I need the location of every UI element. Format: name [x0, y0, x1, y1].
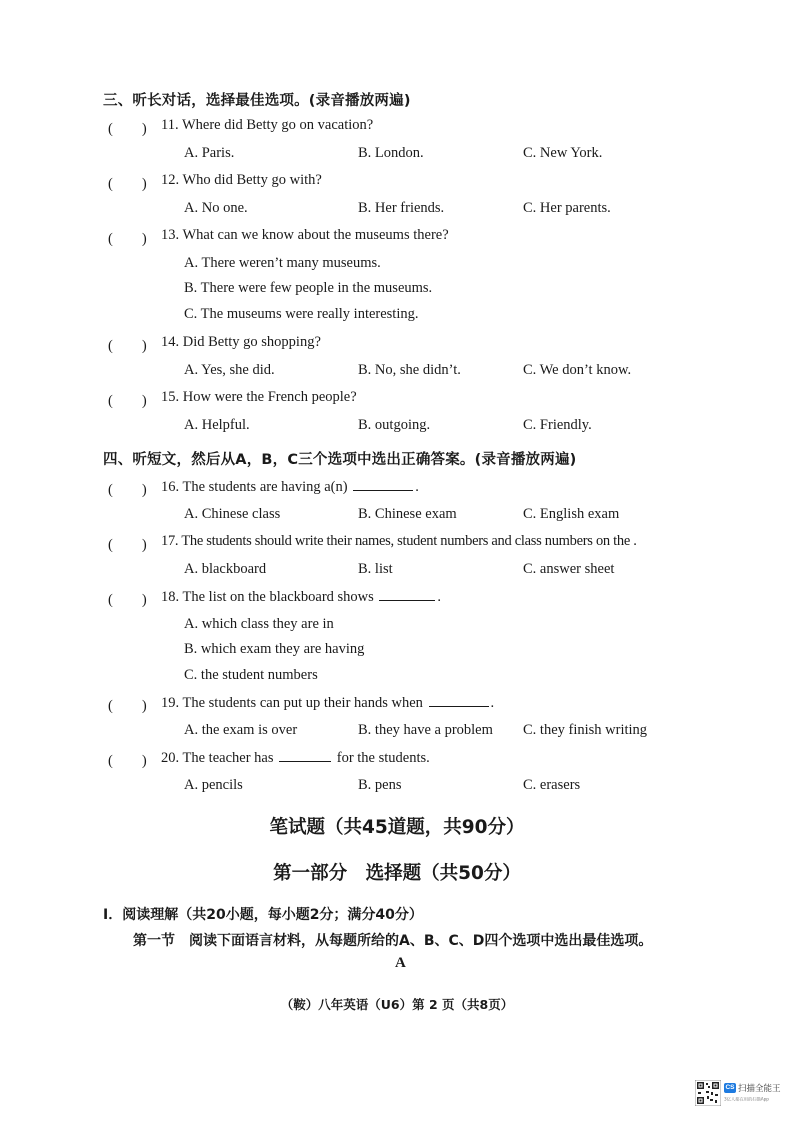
option-c[interactable]: C. the student numbers [184, 667, 318, 683]
passage-label: A [395, 955, 406, 971]
reading-heading: Ⅰ．阅读理解（共20小题，每小题2分；满分40分） [103, 907, 423, 923]
section-3-heading: 三、听长对话，选择最佳选项。(录音播放两遍) [103, 93, 411, 109]
option-b[interactable]: B. outgoing. [358, 417, 431, 433]
question-12 [161, 172, 322, 189]
section-one-label: 第一节 [133, 933, 175, 949]
question-text: The list on the blackboard shows [182, 589, 374, 605]
scanner-tagline: 3亿人都在用的扫描App [724, 1096, 770, 1102]
question-number: 18. [161, 589, 180, 605]
fill-blank[interactable] [353, 478, 413, 491]
answer-blank[interactable]: ( ) [108, 592, 147, 608]
answer-blank[interactable]: ( ) [108, 753, 147, 769]
question-number: 20. [161, 750, 180, 766]
page-footer: （鞍）八年英语（U6）第 2 页（共8页） [280, 997, 514, 1012]
answer-blank[interactable]: ( ) [108, 537, 147, 553]
qr-code-icon [695, 1080, 721, 1106]
option-c[interactable]: C. erasers [523, 777, 581, 793]
option-a[interactable]: A. pencils [184, 777, 243, 793]
question-18 [161, 588, 441, 606]
option-c[interactable]: C. English exam [523, 506, 620, 522]
option-a[interactable]: A. Yes, she did. [184, 362, 275, 378]
question-number: 12. [161, 172, 180, 188]
option-b[interactable]: B. No, she didn’t. [358, 362, 461, 378]
question-text-end: . [437, 589, 442, 605]
question-text: What can we know about the museums there? [182, 227, 449, 243]
question-number: 19. [161, 695, 180, 711]
scanner-app-name: 扫描全能王 [738, 1084, 781, 1094]
fill-blank[interactable] [429, 694, 489, 707]
fill-blank[interactable] [379, 588, 435, 601]
answer-blank[interactable]: ( ) [108, 231, 147, 247]
option-c[interactable]: C. New York. [523, 145, 603, 161]
answer-blank[interactable]: ( ) [108, 338, 147, 354]
option-a[interactable]: A. Paris. [184, 145, 235, 161]
fill-blank[interactable] [279, 749, 331, 762]
answer-blank[interactable]: ( ) [108, 698, 147, 714]
option-b[interactable]: B. pens [358, 777, 402, 793]
option-b[interactable]: B. Her friends. [358, 200, 445, 216]
answer-blank[interactable]: ( ) [108, 482, 147, 498]
question-text: How were the French people? [182, 389, 357, 405]
option-c[interactable]: C. they finish writing [523, 722, 648, 738]
question-text: Where did Betty go on vacation? [181, 117, 374, 133]
option-b[interactable]: B. list [358, 561, 393, 577]
question-13 [161, 227, 449, 244]
question-text-end: . [415, 479, 419, 495]
question-number: 13. [161, 227, 180, 243]
question-text-end: . [490, 695, 495, 711]
question-number: 17. [161, 533, 179, 549]
option-c[interactable]: C. answer sheet [523, 561, 615, 577]
question-19 [161, 694, 494, 712]
question-text-end: for the students. [336, 750, 430, 766]
option-b[interactable]: B. London. [358, 145, 424, 161]
question-text: The students should write their names, student numbers and class numbers on the . [181, 533, 637, 549]
option-a[interactable]: A. blackboard [184, 561, 267, 577]
option-a[interactable]: A. No one. [184, 200, 248, 216]
question-number: 16. [161, 479, 180, 495]
section-one-text: 阅读下面语言材料，从每题所给的A、B、C、D四个选项中选出最佳选项。 [189, 933, 653, 949]
question-15 [161, 389, 357, 406]
option-c[interactable]: C. Her parents. [523, 200, 611, 216]
option-c[interactable]: C. Friendly. [523, 417, 592, 433]
question-text: Did Betty go shopping? [182, 334, 321, 350]
camscanner-logo-icon: CS [725, 1084, 735, 1091]
question-number: 11. [161, 117, 179, 133]
option-b[interactable]: B. they have a problem [358, 722, 493, 738]
question-text: The students can put up their hands when [182, 695, 423, 711]
option-a[interactable]: A. There weren’t many museums. [184, 255, 381, 271]
option-a[interactable]: A. Chinese class [184, 506, 281, 522]
question-20 [161, 749, 430, 767]
scanner-watermark [693, 1077, 785, 1110]
written-test-title: 笔试题（共45道题，共90分） [269, 817, 525, 838]
question-17 [161, 533, 637, 550]
answer-blank[interactable]: ( ) [108, 393, 147, 409]
question-14 [161, 334, 321, 351]
option-c[interactable]: C. We don’t know. [523, 362, 632, 378]
question-text: Who did Betty go with? [182, 172, 322, 188]
question-text: The teacher has [182, 750, 274, 766]
question-number: 15. [161, 389, 180, 405]
question-11 [161, 117, 373, 134]
option-a[interactable]: A. which class they are in [184, 616, 334, 632]
question-16 [161, 478, 419, 496]
option-b[interactable]: B. Chinese exam [358, 506, 457, 522]
section-4-heading: 四、听短文，然后从A，B，C三个选项中选出正确答案。(录音播放两遍) [103, 452, 577, 468]
part-one-title: 第一部分 选择题（共50分） [273, 863, 521, 884]
option-a[interactable]: A. Helpful. [184, 417, 250, 433]
answer-blank[interactable]: ( ) [108, 121, 147, 137]
section-one-instruction [133, 930, 652, 950]
option-b[interactable]: B. There were few people in the museums. [184, 280, 433, 296]
option-b[interactable]: B. which exam they are having [184, 641, 365, 657]
answer-blank[interactable]: ( ) [108, 176, 147, 192]
question-number: 14. [161, 334, 180, 350]
option-a[interactable]: A. the exam is over [184, 722, 298, 738]
option-c[interactable]: C. The museums were really interesting. [184, 306, 419, 322]
question-text: The students are having a(n) [182, 479, 348, 495]
